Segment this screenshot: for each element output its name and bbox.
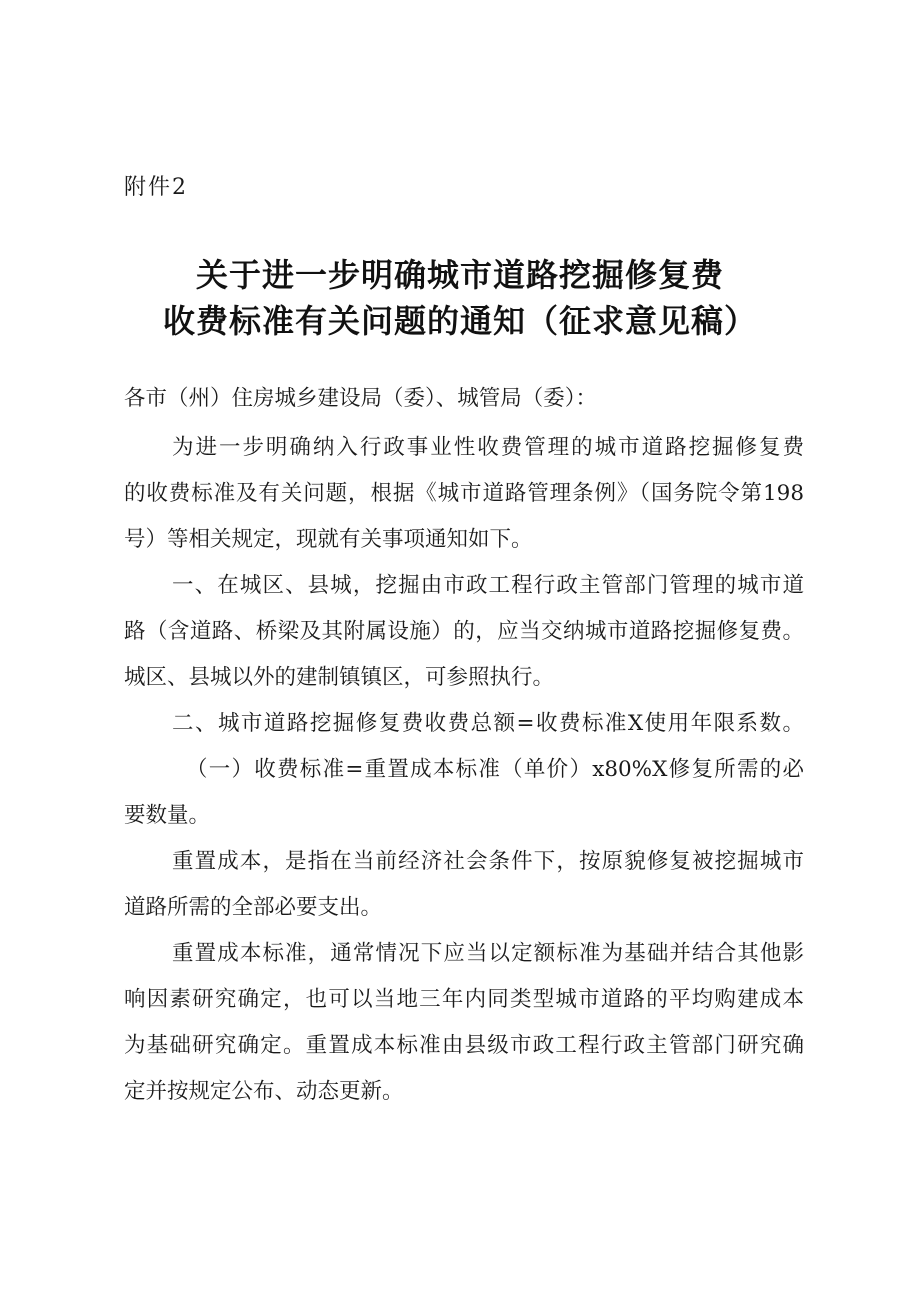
body-line: 一、在城区、县城，挖掘由市政工程行政主管部门管理的城市道 (172, 573, 804, 598)
body-line: （一）收费标准=重置成本标准（单价）x80%X修复所需的必 (186, 757, 804, 782)
body-line: 二、城市道路挖掘修复费收费总额=收费标准X使用年限系数。 (172, 711, 804, 736)
body-line: 重置成本，是指在当前经济社会条件下，按原貌修复被挖掘城市 (172, 849, 804, 874)
body-line: 要数量。 (124, 803, 211, 828)
title-line-2: 收费标准有关问题的通知（征求意见稿） (162, 302, 757, 340)
attachment-label: 附件2 (124, 175, 188, 200)
addressee: 各市（州）住房城乡建设局（委）、城管局（委）： (124, 386, 598, 411)
body-line: 路（含道路、桥梁及其附属设施）的，应当交纳城市道路挖掘修复费。 (124, 619, 804, 644)
body-line: 为进一步明确纳入行政事业性收费管理的城市道路挖掘修复费 (172, 435, 804, 460)
title-line-1: 关于进一步明确城市道路挖掘修复费 (195, 256, 724, 294)
body-line: 道路所需的全部必要支出。 (124, 895, 383, 920)
body-line: 定并按规定公布、动态更新。 (124, 1079, 404, 1104)
body-line: 号）等相关规定，现就有关事项通知如下。 (124, 527, 533, 552)
body-line: 重置成本标准，通常情况下应当以定额标准为基础并结合其他影 (172, 941, 804, 966)
body-line: 城区、县城以外的建制镇镇区，可参照执行。 (124, 665, 555, 690)
body-line: 响因素研究确定，也可以当地三年内同类型城市道路的平均购建成本 (124, 987, 804, 1012)
body-line: 的收费标准及有关问题，根据《城市道路管理条例》（国务院令第198 (124, 481, 804, 506)
body-line: 为基础研究确定。重置成本标准由县级市政工程行政主管部门研究确 (124, 1033, 804, 1058)
